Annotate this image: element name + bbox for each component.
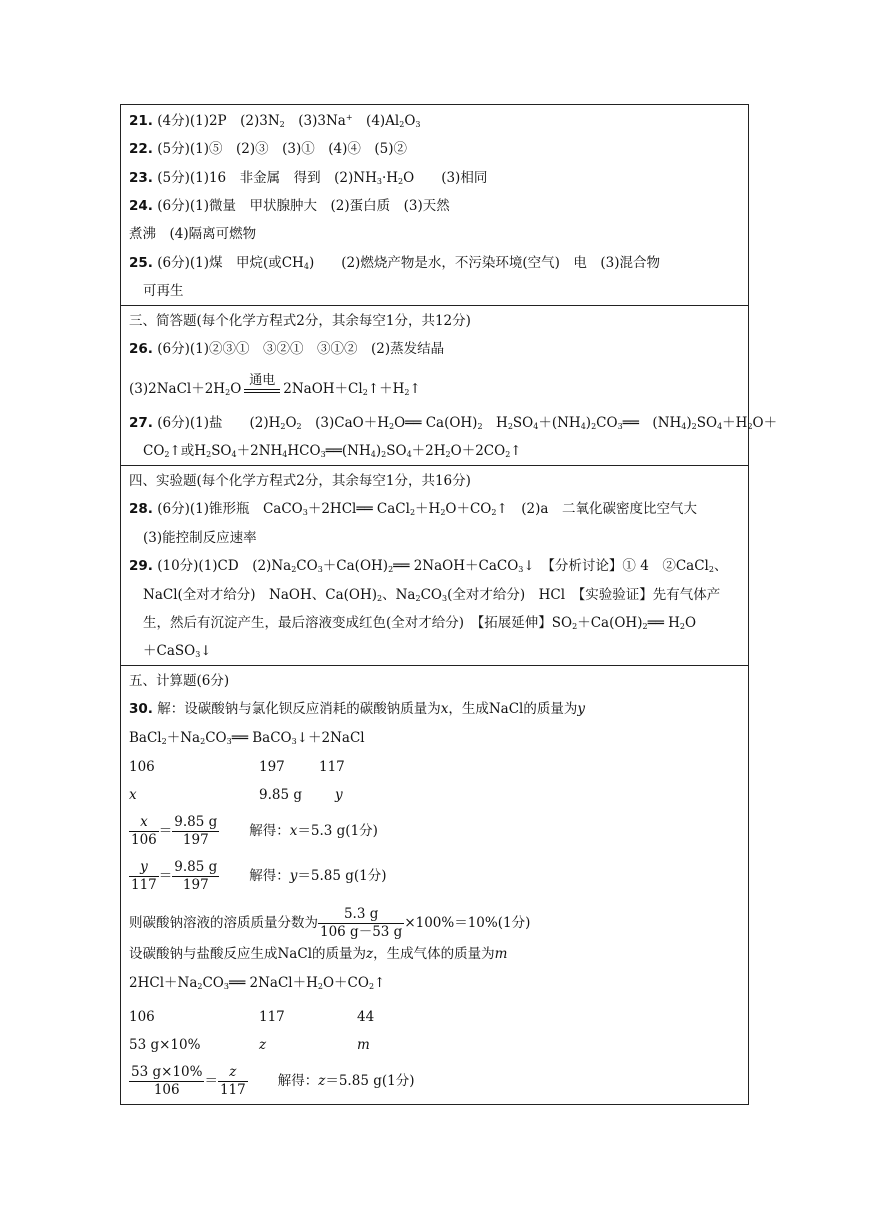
section-header: 四、实验题(每个化学方程式2分，其余每空1分，共16分) bbox=[129, 473, 471, 489]
ratio-row-1a: 106 bbox=[129, 759, 155, 775]
q29-line: 29. (10分)(1)CD $(2)Na_2CO_3+Ca(OH)_2══$ 2NaOH＋CaCO$_3$↓ 【分析讨论】① 4 ②CaCl$_2$、 bbox=[129, 558, 728, 574]
fraction: $\frac{x}{106}$ bbox=[131, 814, 157, 848]
q28-line: 28. (6分)(1)锥形瓶 CaCO$_3$＋2HCl══ $CaCl_2+H_2O+CO_2↑$ (2)a 二氧化碳密度比空气大 bbox=[129, 501, 697, 517]
fraction: $\frac{5.3 g}{106 g-53 g}$ bbox=[320, 906, 403, 940]
ratio-row-4c: m bbox=[357, 1037, 370, 1053]
section-experiment bbox=[121, 466, 748, 666]
q29-number: 29. bbox=[129, 558, 153, 574]
q30-line: 30. 解：设碳酸钠与氯化钡反应消耗的碳酸钠质量为x，生成NaCl的质量为y bbox=[129, 701, 585, 717]
proportion-1: $\frac{x}{106}$ ＝ $\frac{9.85 g}{197}$ 解得：x＝5.3 g(1分) bbox=[131, 814, 378, 848]
proportion-3: $\frac{53 g\times 10\%}{106}$ ＝ $\frac{z}{117}$ 解得：z＝5.85 g(1分) bbox=[131, 1064, 415, 1098]
q24-number: 24. bbox=[129, 198, 153, 214]
ratio-row-3c: 44 bbox=[357, 1009, 375, 1025]
section-header: 三、简答题(每个化学方程式2分，其余每空1分，共12分) bbox=[129, 313, 471, 329]
fraction: $\frac{y}{117}$ bbox=[131, 859, 157, 893]
q23-line: 23. (5分)(1)16 非金属 得到 $(2)NH_3\cdot H_2O$ (3)相同 bbox=[129, 170, 488, 186]
fraction: $\frac{z}{117}$ bbox=[219, 1064, 246, 1098]
answer-sheet bbox=[120, 104, 778, 1105]
q27-number: 27. bbox=[129, 415, 153, 431]
q29-line-4: ＋CaSO$_3$↓ bbox=[143, 643, 212, 659]
section-fill-blank bbox=[121, 105, 748, 306]
q28-number: 28. bbox=[129, 501, 153, 517]
q28-line-2: (3)能控制反应速率 bbox=[143, 530, 257, 546]
mass-fraction-line: 则碳酸钠溶液的溶质质量分数为 $\frac{5.3 g}{106 g-53 g}$ ×100%＝10%(1分) bbox=[129, 906, 531, 940]
q21-number: 21. bbox=[129, 113, 153, 129]
ratio-row-4a: 53 g×10% bbox=[129, 1037, 201, 1053]
ratio-row-2c: y bbox=[335, 787, 343, 803]
q29-line-2: NaCl(全对才给分) NaOH、$Ca(OH)_2$、$Na_2CO_3$(全对才给分) HCl 【实验验证】先有气体产 bbox=[143, 587, 721, 603]
q24-line-2: 煮沸 (4)隔离可燃物 bbox=[129, 226, 257, 242]
q26-equation: $(3)2NaCl+2H_2O$ 通电 $2NaOH+Cl_2↑+H_2↑$ bbox=[129, 373, 421, 397]
ratio-row-2b: 9.85 g bbox=[259, 787, 302, 803]
ratio-row-2a: x bbox=[129, 787, 137, 803]
ratio-row-3a: 106 bbox=[129, 1009, 155, 1025]
ratio-row-1b: 197 bbox=[259, 759, 285, 775]
q29-line-3: 生，然后有沉淀产生，最后溶液变成红色(全对才给分) 【拓展延伸】$SO_2+Ca(OH)_2══$ $H_2O$ bbox=[143, 615, 697, 631]
q27-line-2: $CO_2↑$或$H_2SO_4+2NH_4HCO_3══(NH_4)_2SO_4+2H_2O+2CO_2↑$ bbox=[143, 443, 522, 459]
ratio-row-4b: z bbox=[259, 1037, 267, 1053]
electrolysis-equals-sign bbox=[244, 373, 280, 393]
ratio-row-3b: 117 bbox=[259, 1009, 285, 1025]
ratio-row-1c: 117 bbox=[319, 759, 345, 775]
let-line-2: 设碳酸钠与盐酸反应生成NaCl的质量为z，生成气体的质量为m bbox=[129, 946, 508, 962]
section-short-answer bbox=[121, 306, 778, 466]
q25-number: 25. bbox=[129, 255, 153, 271]
q26-number: 26. bbox=[129, 341, 153, 357]
q26-line: 26. (6分)(1)②③① ③②① ③①② (2)蒸发结晶 bbox=[129, 341, 445, 357]
equation-1: $BaCl_2+Na_2CO_3══$ BaCO$_3$↓＋2NaCl bbox=[129, 730, 365, 746]
condition-label: 通电 bbox=[249, 373, 276, 388]
q22-number: 22. bbox=[129, 141, 153, 157]
section-header: 五、计算题(6分) bbox=[129, 673, 230, 689]
q30-number: 30. bbox=[129, 701, 153, 717]
section-calculation bbox=[121, 666, 748, 1104]
q23-number: 23. bbox=[129, 170, 153, 186]
fraction: $\frac{53 g\times 10\%}{106}$ bbox=[131, 1064, 203, 1098]
fraction: $\frac{9.85 g}{197}$ bbox=[174, 814, 218, 848]
q24-line: 24. (6分)(1)微量 甲状腺肿大 (2)蛋白质 (3)天然 bbox=[129, 198, 450, 214]
equation-2: $2HCl+Na_2CO_3══$ $2NaCl+H_2O+CO_2↑$ bbox=[129, 975, 386, 991]
q25-line: 25. (6分)(1)煤 甲烷(或$CH_4$) (2)燃烧产物是水，不污染环境(空气) 电 (3)混合物 bbox=[129, 255, 660, 271]
proportion-2: $\frac{y}{117}$ ＝ $\frac{9.85 g}{197}$ 解得：y＝5.85 g(1分) bbox=[131, 859, 387, 893]
q21-line: 21. (4分)(1)2P $(2)3N_2$ (3)3Na+ $(4)Al_2O_3$ bbox=[129, 113, 421, 129]
fraction: $\frac{9.85 g}{197}$ bbox=[174, 859, 218, 893]
q27-line: 27. (6分)(1)盐 $(2)H_2O_2$ $(3)CaO+H_2O══$ $Ca(OH)_2$ $H_2SO_4+(NH_4)_2CO_3══$ $(NH_4)_2SO_4+H_2O+$ bbox=[129, 415, 778, 431]
q25-line-2: 可再生 bbox=[143, 283, 184, 299]
q22-line: 22. (5分)(1)⑤ (2)③ (3)① (4)④ (5)② bbox=[129, 141, 407, 157]
